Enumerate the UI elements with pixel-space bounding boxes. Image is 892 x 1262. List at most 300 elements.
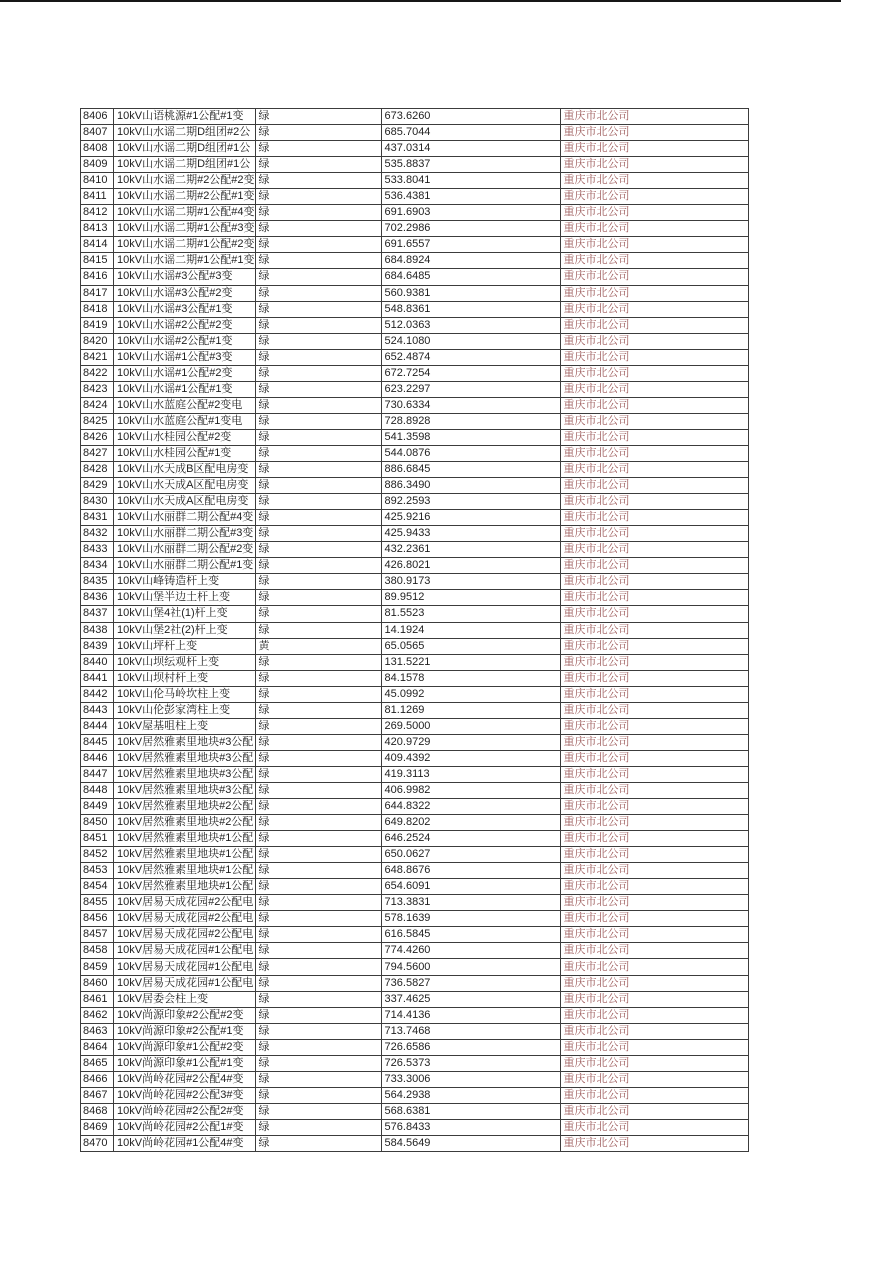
cell-row-id[interactable]: 8427	[81, 445, 114, 461]
cell-value[interactable]: 733.3006	[381, 1071, 560, 1087]
cell-company[interactable]: 重庆市北公司	[560, 157, 748, 173]
cell-status[interactable]: 绿	[255, 1007, 381, 1023]
cell-name[interactable]: 10kV居然雅素里地块#3公配	[114, 750, 256, 766]
cell-name[interactable]: 10kV尚源印象#2公配#1变	[114, 1023, 256, 1039]
cell-value[interactable]: 684.8924	[381, 253, 560, 269]
cell-value[interactable]: 536.4381	[381, 189, 560, 205]
cell-name[interactable]: 10kV山坝村杆上变	[114, 670, 256, 686]
cell-name[interactable]: 10kV尚源印象#1公配#2变	[114, 1039, 256, 1055]
cell-row-id[interactable]: 8417	[81, 285, 114, 301]
cell-company[interactable]: 重庆市北公司	[560, 125, 748, 141]
cell-status[interactable]: 黄	[255, 638, 381, 654]
cell-company[interactable]: 重庆市北公司	[560, 317, 748, 333]
cell-status[interactable]: 绿	[255, 381, 381, 397]
cell-row-id[interactable]: 8420	[81, 333, 114, 349]
cell-company[interactable]: 重庆市北公司	[560, 269, 748, 285]
cell-company[interactable]: 重庆市北公司	[560, 1136, 748, 1152]
cell-value[interactable]: 425.9216	[381, 510, 560, 526]
cell-name[interactable]: 10kV山水谣#2公配#1变	[114, 333, 256, 349]
cell-company[interactable]: 重庆市北公司	[560, 349, 748, 365]
cell-company[interactable]: 重庆市北公司	[560, 831, 748, 847]
cell-company[interactable]: 重庆市北公司	[560, 542, 748, 558]
cell-row-id[interactable]: 8418	[81, 301, 114, 317]
cell-row-id[interactable]: 8411	[81, 189, 114, 205]
cell-name[interactable]: 10kV山峰铸造杆上变	[114, 574, 256, 590]
cell-value[interactable]: 649.8202	[381, 815, 560, 831]
cell-company[interactable]: 重庆市北公司	[560, 991, 748, 1007]
cell-value[interactable]: 892.2593	[381, 494, 560, 510]
cell-name[interactable]: 10kV山水谣二期D组团#2公	[114, 125, 256, 141]
cell-value[interactable]: 432.2361	[381, 542, 560, 558]
cell-status[interactable]: 绿	[255, 526, 381, 542]
cell-company[interactable]: 重庆市北公司	[560, 333, 748, 349]
cell-company[interactable]: 重庆市北公司	[560, 1007, 748, 1023]
cell-value[interactable]: 646.2524	[381, 831, 560, 847]
cell-value[interactable]: 131.5221	[381, 654, 560, 670]
cell-company[interactable]: 重庆市北公司	[560, 413, 748, 429]
cell-row-id[interactable]: 8407	[81, 125, 114, 141]
cell-status[interactable]: 绿	[255, 782, 381, 798]
cell-status[interactable]: 绿	[255, 301, 381, 317]
cell-status[interactable]: 绿	[255, 1136, 381, 1152]
cell-company[interactable]: 重庆市北公司	[560, 526, 748, 542]
cell-name[interactable]: 10kV居然雅素里地块#1公配	[114, 847, 256, 863]
cell-value[interactable]: 794.5600	[381, 959, 560, 975]
cell-name[interactable]: 10kV居然雅素里地块#2公配	[114, 815, 256, 831]
cell-value[interactable]: 337.4625	[381, 991, 560, 1007]
cell-value[interactable]: 616.5845	[381, 927, 560, 943]
cell-name[interactable]: 10kV山伦马岭坎柱上变	[114, 686, 256, 702]
cell-company[interactable]: 重庆市北公司	[560, 462, 748, 478]
cell-row-id[interactable]: 8453	[81, 863, 114, 879]
cell-value[interactable]: 89.9512	[381, 590, 560, 606]
cell-status[interactable]: 绿	[255, 542, 381, 558]
cell-value[interactable]: 419.3113	[381, 766, 560, 782]
cell-status[interactable]: 绿	[255, 1071, 381, 1087]
cell-row-id[interactable]: 8440	[81, 654, 114, 670]
cell-name[interactable]: 10kV尚源印象#2公配#2变	[114, 1007, 256, 1023]
cell-row-id[interactable]: 8441	[81, 670, 114, 686]
cell-name[interactable]: 10kV山水谣二期#1公配#3变	[114, 221, 256, 237]
cell-value[interactable]: 736.5827	[381, 975, 560, 991]
cell-name[interactable]: 10kV山水丽群二期公配#3变	[114, 526, 256, 542]
cell-name[interactable]: 10kV山水天成A区配电房变	[114, 478, 256, 494]
cell-company[interactable]: 重庆市北公司	[560, 975, 748, 991]
cell-status[interactable]: 绿	[255, 863, 381, 879]
cell-name[interactable]: 10kV尚岭花园#2公配3#变	[114, 1087, 256, 1103]
cell-status[interactable]: 绿	[255, 959, 381, 975]
cell-company[interactable]: 重庆市北公司	[560, 606, 748, 622]
cell-name[interactable]: 10kV山水谣二期#1公配#1变	[114, 253, 256, 269]
cell-status[interactable]: 绿	[255, 462, 381, 478]
cell-row-id[interactable]: 8469	[81, 1119, 114, 1135]
cell-status[interactable]: 绿	[255, 911, 381, 927]
cell-name[interactable]: 10kV居然雅素里地块#3公配	[114, 766, 256, 782]
cell-name[interactable]: 10kV居易天成花园#2公配电	[114, 895, 256, 911]
cell-row-id[interactable]: 8415	[81, 253, 114, 269]
cell-name[interactable]: 10kV山伦彭家湾柱上变	[114, 702, 256, 718]
cell-name[interactable]: 10kV山水蓝庭公配#1变电	[114, 413, 256, 429]
cell-row-id[interactable]: 8458	[81, 943, 114, 959]
cell-name[interactable]: 10kV山水谣二期#2公配#1变	[114, 189, 256, 205]
cell-value[interactable]: 65.0565	[381, 638, 560, 654]
cell-company[interactable]: 重庆市北公司	[560, 734, 748, 750]
cell-status[interactable]: 绿	[255, 702, 381, 718]
cell-name[interactable]: 10kV尚岭花园#2公配4#变	[114, 1071, 256, 1087]
cell-value[interactable]: 713.3831	[381, 895, 560, 911]
cell-name[interactable]: 10kV山水谣二期#1公配#2变	[114, 237, 256, 253]
cell-name[interactable]: 10kV尚源印象#1公配#1变	[114, 1055, 256, 1071]
cell-status[interactable]: 绿	[255, 445, 381, 461]
cell-company[interactable]: 重庆市北公司	[560, 686, 748, 702]
cell-name[interactable]: 10kV山水桂园公配#2变	[114, 429, 256, 445]
cell-company[interactable]: 重庆市北公司	[560, 702, 748, 718]
cell-status[interactable]: 绿	[255, 365, 381, 381]
cell-name[interactable]: 10kV居委会柱上变	[114, 991, 256, 1007]
cell-value[interactable]: 425.9433	[381, 526, 560, 542]
cell-value[interactable]: 81.1269	[381, 702, 560, 718]
cell-value[interactable]: 524.1080	[381, 333, 560, 349]
cell-value[interactable]: 568.6381	[381, 1103, 560, 1119]
cell-status[interactable]: 绿	[255, 253, 381, 269]
cell-company[interactable]: 重庆市北公司	[560, 494, 748, 510]
cell-status[interactable]: 绿	[255, 494, 381, 510]
cell-value[interactable]: 406.9982	[381, 782, 560, 798]
cell-name[interactable]: 10kV山水谣#1公配#1变	[114, 381, 256, 397]
cell-value[interactable]: 380.9173	[381, 574, 560, 590]
cell-value[interactable]: 45.0992	[381, 686, 560, 702]
cell-status[interactable]: 绿	[255, 429, 381, 445]
cell-status[interactable]: 绿	[255, 397, 381, 413]
cell-value[interactable]: 81.5523	[381, 606, 560, 622]
cell-status[interactable]: 绿	[255, 606, 381, 622]
cell-name[interactable]: 10kV山水谣二期#2公配#2变	[114, 173, 256, 189]
cell-company[interactable]: 重庆市北公司	[560, 285, 748, 301]
cell-name[interactable]: 10kV居易天成花园#1公配电	[114, 959, 256, 975]
cell-company[interactable]: 重庆市北公司	[560, 1071, 748, 1087]
cell-name[interactable]: 10kV居然雅素里地块#1公配	[114, 879, 256, 895]
cell-name[interactable]: 10kV山水谣#3公配#2变	[114, 285, 256, 301]
cell-company[interactable]: 重庆市北公司	[560, 927, 748, 943]
cell-value[interactable]: 548.8361	[381, 301, 560, 317]
cell-company[interactable]: 重庆市北公司	[560, 1087, 748, 1103]
cell-value[interactable]: 728.8928	[381, 413, 560, 429]
cell-value[interactable]: 672.7254	[381, 365, 560, 381]
cell-status[interactable]: 绿	[255, 815, 381, 831]
cell-status[interactable]: 绿	[255, 975, 381, 991]
cell-name[interactable]: 10kV山水天成A区配电房变	[114, 494, 256, 510]
cell-status[interactable]: 绿	[255, 991, 381, 1007]
cell-status[interactable]: 绿	[255, 221, 381, 237]
cell-name[interactable]: 10kV山水谣#1公配#2变	[114, 365, 256, 381]
cell-company[interactable]: 重庆市北公司	[560, 622, 748, 638]
cell-row-id[interactable]: 8430	[81, 494, 114, 510]
cell-value[interactable]: 576.8433	[381, 1119, 560, 1135]
cell-name[interactable]: 10kV山水蓝庭公配#2变电	[114, 397, 256, 413]
cell-status[interactable]: 绿	[255, 285, 381, 301]
cell-company[interactable]: 重庆市北公司	[560, 654, 748, 670]
cell-name[interactable]: 10kV山水丽群二期公配#2变	[114, 542, 256, 558]
cell-company[interactable]: 重庆市北公司	[560, 205, 748, 221]
cell-status[interactable]: 绿	[255, 189, 381, 205]
cell-name[interactable]: 10kV山水谣二期D组团#1公	[114, 157, 256, 173]
cell-status[interactable]: 绿	[255, 157, 381, 173]
cell-value[interactable]: 774.4260	[381, 943, 560, 959]
cell-row-id[interactable]: 8468	[81, 1103, 114, 1119]
cell-name[interactable]: 10kV山水谣二期#1公配#4变	[114, 205, 256, 221]
cell-company[interactable]: 重庆市北公司	[560, 638, 748, 654]
cell-name[interactable]: 10kV尚岭花园#1公配4#变	[114, 1136, 256, 1152]
cell-company[interactable]: 重庆市北公司	[560, 879, 748, 895]
cell-status[interactable]: 绿	[255, 333, 381, 349]
cell-company[interactable]: 重庆市北公司	[560, 750, 748, 766]
cell-row-id[interactable]: 8467	[81, 1087, 114, 1103]
cell-value[interactable]: 685.7044	[381, 125, 560, 141]
cell-company[interactable]: 重庆市北公司	[560, 189, 748, 205]
cell-name[interactable]: 10kV居然雅素里地块#2公配	[114, 799, 256, 815]
cell-status[interactable]: 绿	[255, 590, 381, 606]
cell-name[interactable]: 10kV尚岭花园#2公配2#变	[114, 1103, 256, 1119]
cell-name[interactable]: 10kV居易天成花园#1公配电	[114, 943, 256, 959]
cell-row-id[interactable]: 8432	[81, 526, 114, 542]
cell-row-id[interactable]: 8450	[81, 815, 114, 831]
cell-row-id[interactable]: 8408	[81, 141, 114, 157]
cell-name[interactable]: 10kV山坪杆上变	[114, 638, 256, 654]
cell-row-id[interactable]: 8410	[81, 173, 114, 189]
cell-company[interactable]: 重庆市北公司	[560, 301, 748, 317]
cell-status[interactable]: 绿	[255, 927, 381, 943]
cell-row-id[interactable]: 8412	[81, 205, 114, 221]
cell-value[interactable]: 426.8021	[381, 558, 560, 574]
cell-name[interactable]: 10kV山水天成B区配电房变	[114, 462, 256, 478]
cell-company[interactable]: 重庆市北公司	[560, 237, 748, 253]
cell-row-id[interactable]: 8436	[81, 590, 114, 606]
cell-status[interactable]: 绿	[255, 237, 381, 253]
cell-value[interactable]: 541.3598	[381, 429, 560, 445]
cell-row-id[interactable]: 8462	[81, 1007, 114, 1023]
cell-row-id[interactable]: 8470	[81, 1136, 114, 1152]
cell-row-id[interactable]: 8419	[81, 317, 114, 333]
cell-value[interactable]: 886.6845	[381, 462, 560, 478]
cell-value[interactable]: 84.1578	[381, 670, 560, 686]
cell-name[interactable]: 10kV山堡半边土杆上变	[114, 590, 256, 606]
cell-status[interactable]: 绿	[255, 670, 381, 686]
cell-row-id[interactable]: 8446	[81, 750, 114, 766]
cell-status[interactable]: 绿	[255, 847, 381, 863]
cell-row-id[interactable]: 8451	[81, 831, 114, 847]
cell-name[interactable]: 10kV山水桂园公配#1变	[114, 445, 256, 461]
cell-value[interactable]: 544.0876	[381, 445, 560, 461]
cell-value[interactable]: 533.8041	[381, 173, 560, 189]
cell-company[interactable]: 重庆市北公司	[560, 863, 748, 879]
cell-row-id[interactable]: 8464	[81, 1039, 114, 1055]
cell-company[interactable]: 重庆市北公司	[560, 670, 748, 686]
cell-name[interactable]: 10kV山水丽群二期公配#1变	[114, 558, 256, 574]
cell-value[interactable]: 535.8837	[381, 157, 560, 173]
cell-status[interactable]: 绿	[255, 317, 381, 333]
cell-name[interactable]: 10kV居然雅素里地块#1公配	[114, 831, 256, 847]
cell-name[interactable]: 10kV居然雅素里地块#3公配	[114, 782, 256, 798]
cell-name[interactable]: 10kV居然雅素里地块#1公配	[114, 863, 256, 879]
cell-row-id[interactable]: 8454	[81, 879, 114, 895]
cell-company[interactable]: 重庆市北公司	[560, 221, 748, 237]
cell-value[interactable]: 437.0314	[381, 141, 560, 157]
cell-row-id[interactable]: 8439	[81, 638, 114, 654]
cell-row-id[interactable]: 8455	[81, 895, 114, 911]
cell-value[interactable]: 726.6586	[381, 1039, 560, 1055]
cell-company[interactable]: 重庆市北公司	[560, 558, 748, 574]
cell-status[interactable]: 绿	[255, 205, 381, 221]
cell-value[interactable]: 650.0627	[381, 847, 560, 863]
cell-row-id[interactable]: 8457	[81, 927, 114, 943]
cell-row-id[interactable]: 8422	[81, 365, 114, 381]
cell-company[interactable]: 重庆市北公司	[560, 381, 748, 397]
cell-name[interactable]: 10kV山坝纭观杆上变	[114, 654, 256, 670]
cell-company[interactable]: 重庆市北公司	[560, 510, 748, 526]
cell-company[interactable]: 重庆市北公司	[560, 718, 748, 734]
cell-name[interactable]: 10kV山水谣#1公配#3变	[114, 349, 256, 365]
cell-row-id[interactable]: 8433	[81, 542, 114, 558]
cell-name[interactable]: 10kV屋基咀柱上变	[114, 718, 256, 734]
cell-company[interactable]: 重庆市北公司	[560, 911, 748, 927]
cell-name[interactable]: 10kV山水谣二期D组团#1公	[114, 141, 256, 157]
cell-company[interactable]: 重庆市北公司	[560, 1119, 748, 1135]
cell-value[interactable]: 420.9729	[381, 734, 560, 750]
cell-value[interactable]: 512.0363	[381, 317, 560, 333]
cell-company[interactable]: 重庆市北公司	[560, 799, 748, 815]
cell-name[interactable]: 10kV居然雅素里地块#3公配	[114, 734, 256, 750]
cell-name[interactable]: 10kV山堡4社(1)杆上变	[114, 606, 256, 622]
cell-name[interactable]: 10kV居易天成花园#2公配电	[114, 927, 256, 943]
cell-value[interactable]: 726.5373	[381, 1055, 560, 1071]
cell-row-id[interactable]: 8428	[81, 462, 114, 478]
cell-company[interactable]: 重庆市北公司	[560, 445, 748, 461]
cell-value[interactable]: 714.4136	[381, 1007, 560, 1023]
cell-row-id[interactable]: 8435	[81, 574, 114, 590]
cell-status[interactable]: 绿	[255, 750, 381, 766]
cell-company[interactable]: 重庆市北公司	[560, 365, 748, 381]
cell-row-id[interactable]: 8445	[81, 734, 114, 750]
cell-status[interactable]: 绿	[255, 622, 381, 638]
cell-value[interactable]: 654.6091	[381, 879, 560, 895]
cell-status[interactable]: 绿	[255, 943, 381, 959]
cell-row-id[interactable]: 8434	[81, 558, 114, 574]
cell-status[interactable]: 绿	[255, 109, 381, 125]
cell-status[interactable]: 绿	[255, 1039, 381, 1055]
cell-status[interactable]: 绿	[255, 1103, 381, 1119]
cell-value[interactable]: 652.4874	[381, 349, 560, 365]
cell-status[interactable]: 绿	[255, 510, 381, 526]
cell-status[interactable]: 绿	[255, 413, 381, 429]
cell-status[interactable]: 绿	[255, 574, 381, 590]
cell-value[interactable]: 691.6557	[381, 237, 560, 253]
cell-status[interactable]: 绿	[255, 895, 381, 911]
cell-company[interactable]: 重庆市北公司	[560, 1103, 748, 1119]
cell-status[interactable]: 绿	[255, 349, 381, 365]
cell-row-id[interactable]: 8443	[81, 702, 114, 718]
cell-company[interactable]: 重庆市北公司	[560, 141, 748, 157]
cell-row-id[interactable]: 8413	[81, 221, 114, 237]
cell-row-id[interactable]: 8447	[81, 766, 114, 782]
cell-row-id[interactable]: 8438	[81, 622, 114, 638]
cell-row-id[interactable]: 8459	[81, 959, 114, 975]
cell-name[interactable]: 10kV尚岭花园#2公配1#变	[114, 1119, 256, 1135]
cell-row-id[interactable]: 8463	[81, 1023, 114, 1039]
cell-row-id[interactable]: 8465	[81, 1055, 114, 1071]
cell-row-id[interactable]: 8416	[81, 269, 114, 285]
cell-company[interactable]: 重庆市北公司	[560, 895, 748, 911]
cell-row-id[interactable]: 8406	[81, 109, 114, 125]
cell-row-id[interactable]: 8460	[81, 975, 114, 991]
cell-row-id[interactable]: 8431	[81, 510, 114, 526]
cell-row-id[interactable]: 8437	[81, 606, 114, 622]
cell-company[interactable]: 重庆市北公司	[560, 397, 748, 413]
cell-status[interactable]: 绿	[255, 879, 381, 895]
cell-status[interactable]: 绿	[255, 718, 381, 734]
cell-row-id[interactable]: 8444	[81, 718, 114, 734]
cell-company[interactable]: 重庆市北公司	[560, 253, 748, 269]
cell-row-id[interactable]: 8423	[81, 381, 114, 397]
cell-row-id[interactable]: 8461	[81, 991, 114, 1007]
cell-status[interactable]: 绿	[255, 686, 381, 702]
cell-value[interactable]: 730.6334	[381, 397, 560, 413]
cell-status[interactable]: 绿	[255, 1055, 381, 1071]
cell-value[interactable]: 14.1924	[381, 622, 560, 638]
cell-name[interactable]: 10kV居易天成花园#1公配电	[114, 975, 256, 991]
cell-status[interactable]: 绿	[255, 173, 381, 189]
cell-row-id[interactable]: 8448	[81, 782, 114, 798]
cell-value[interactable]: 673.6260	[381, 109, 560, 125]
cell-row-id[interactable]: 8414	[81, 237, 114, 253]
cell-status[interactable]: 绿	[255, 558, 381, 574]
cell-value[interactable]: 623.2297	[381, 381, 560, 397]
cell-company[interactable]: 重庆市北公司	[560, 815, 748, 831]
cell-row-id[interactable]: 8442	[81, 686, 114, 702]
cell-status[interactable]: 绿	[255, 141, 381, 157]
cell-company[interactable]: 重庆市北公司	[560, 173, 748, 189]
cell-name[interactable]: 10kV山堡2社(2)杆上变	[114, 622, 256, 638]
cell-row-id[interactable]: 8409	[81, 157, 114, 173]
cell-company[interactable]: 重庆市北公司	[560, 1039, 748, 1055]
cell-company[interactable]: 重庆市北公司	[560, 782, 748, 798]
cell-company[interactable]: 重庆市北公司	[560, 766, 748, 782]
cell-status[interactable]: 绿	[255, 1087, 381, 1103]
cell-name[interactable]: 10kV山水谣#3公配#3变	[114, 269, 256, 285]
cell-company[interactable]: 重庆市北公司	[560, 574, 748, 590]
cell-status[interactable]: 绿	[255, 125, 381, 141]
cell-status[interactable]: 绿	[255, 478, 381, 494]
cell-row-id[interactable]: 8452	[81, 847, 114, 863]
cell-company[interactable]: 重庆市北公司	[560, 429, 748, 445]
cell-company[interactable]: 重庆市北公司	[560, 478, 748, 494]
cell-value[interactable]: 409.4392	[381, 750, 560, 766]
cell-status[interactable]: 绿	[255, 766, 381, 782]
cell-row-id[interactable]: 8456	[81, 911, 114, 927]
cell-row-id[interactable]: 8466	[81, 1071, 114, 1087]
cell-name[interactable]: 10kV山水丽群二期公配#4变	[114, 510, 256, 526]
cell-row-id[interactable]: 8424	[81, 397, 114, 413]
cell-value[interactable]: 644.8322	[381, 799, 560, 815]
cell-name[interactable]: 10kV山语桃源#1公配#1变	[114, 109, 256, 125]
cell-row-id[interactable]: 8426	[81, 429, 114, 445]
cell-value[interactable]: 684.6485	[381, 269, 560, 285]
cell-status[interactable]: 绿	[255, 1119, 381, 1135]
cell-name[interactable]: 10kV山水谣#2公配#2变	[114, 317, 256, 333]
cell-company[interactable]: 重庆市北公司	[560, 109, 748, 125]
cell-company[interactable]: 重庆市北公司	[560, 1023, 748, 1039]
cell-value[interactable]: 584.5649	[381, 1136, 560, 1152]
cell-company[interactable]: 重庆市北公司	[560, 847, 748, 863]
